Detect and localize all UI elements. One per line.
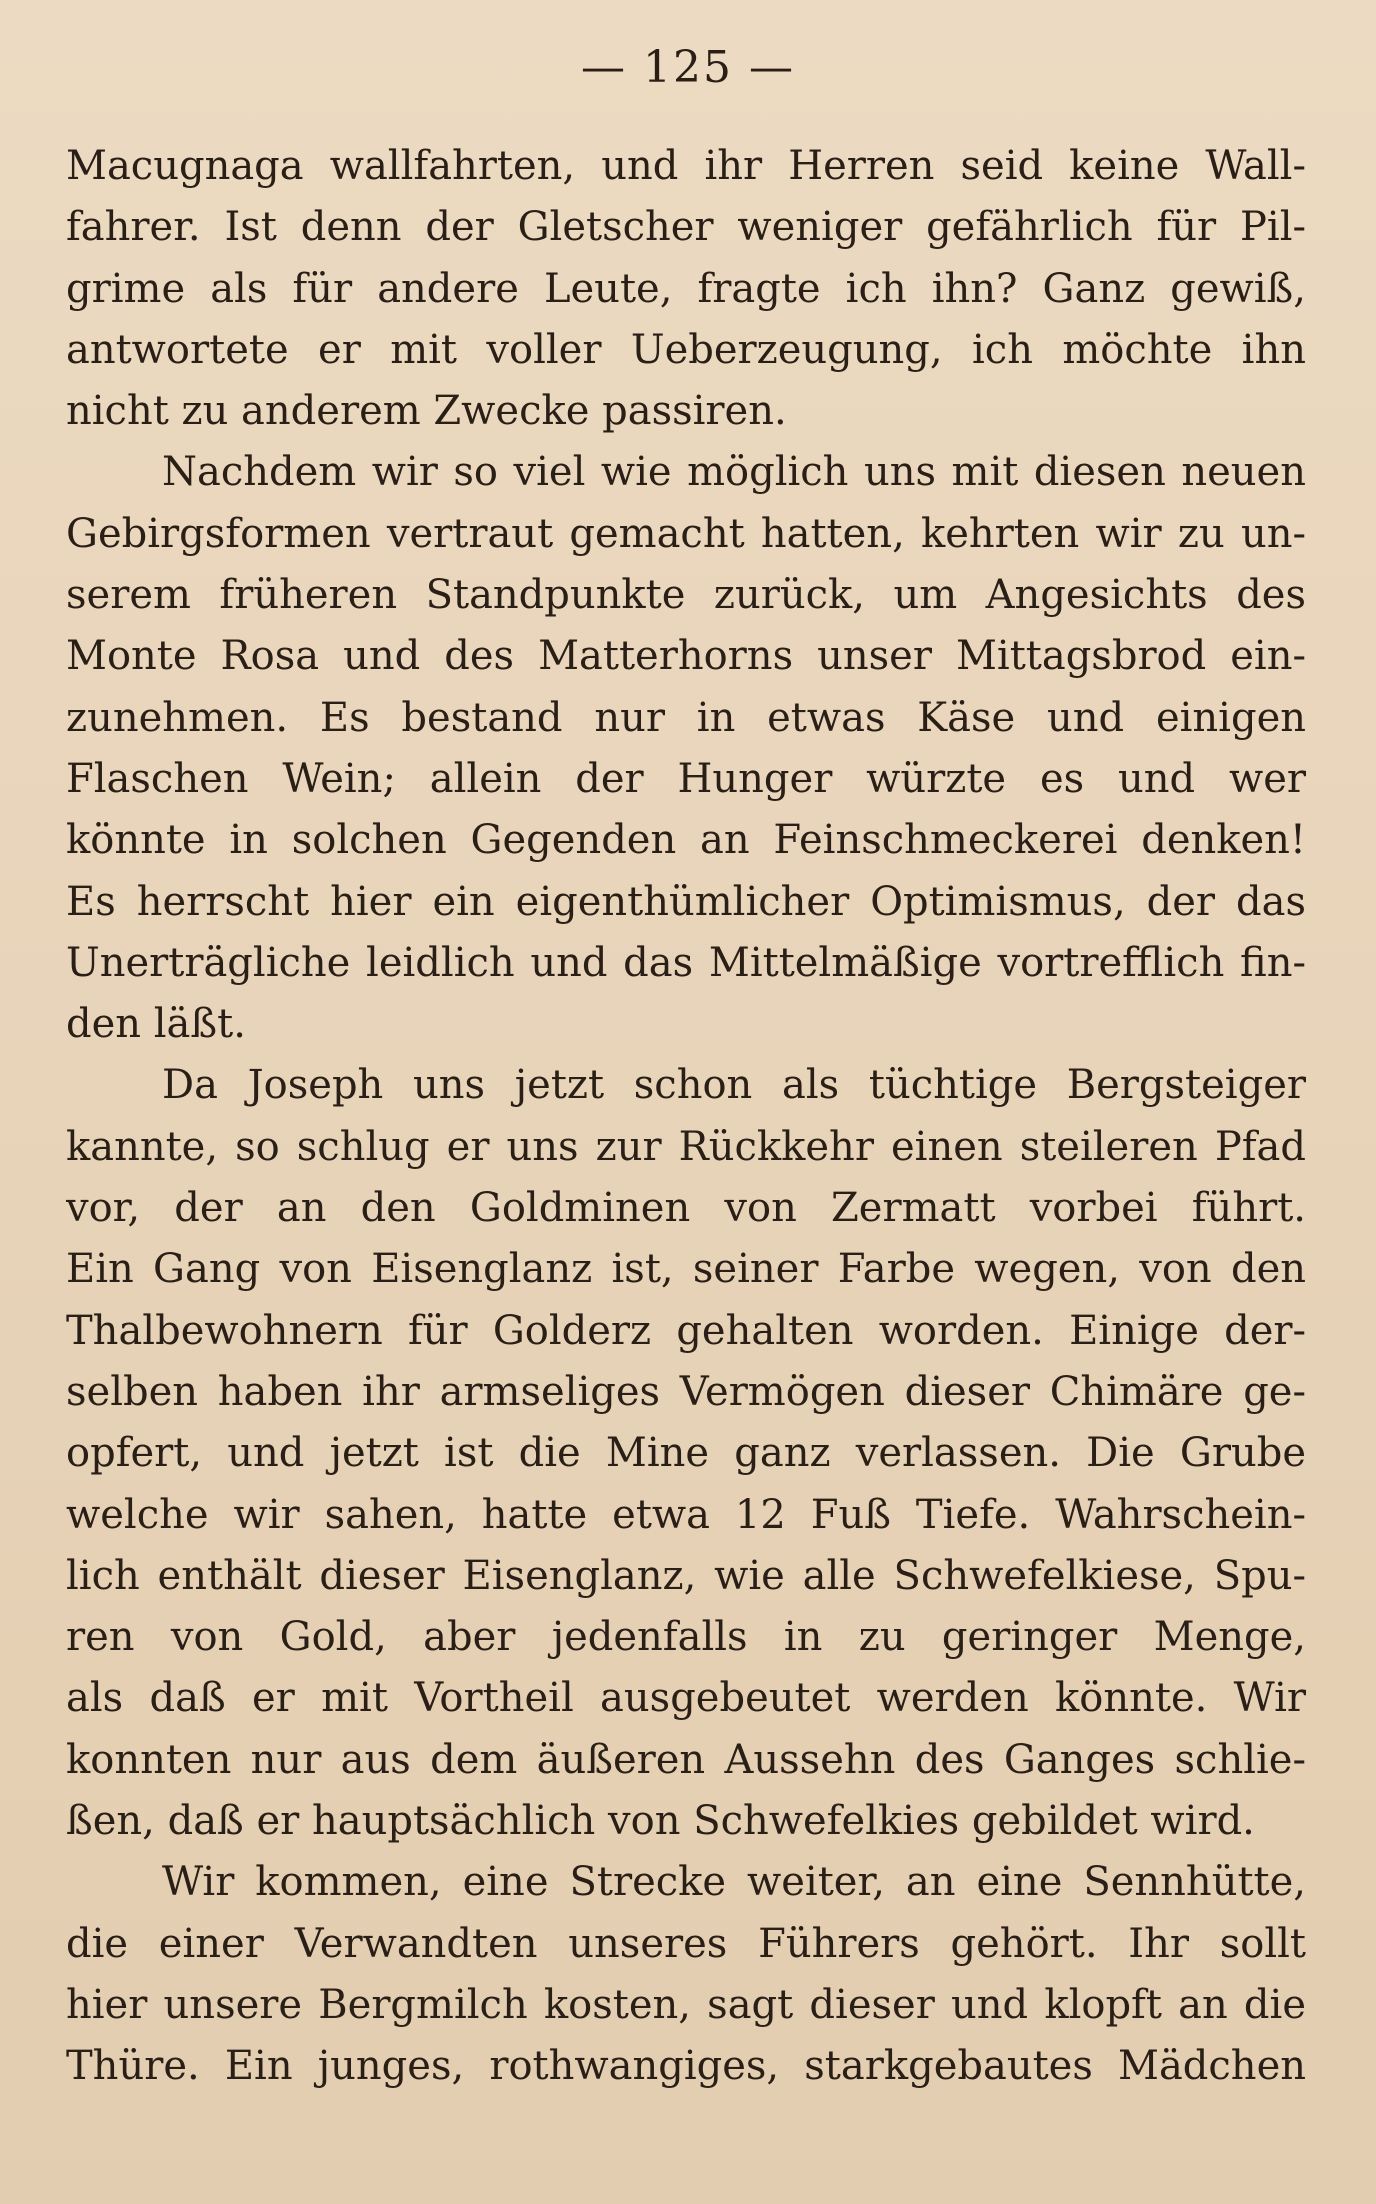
text-line: könnte in solchen Gegenden an Feinschmeckerei denken! [66, 817, 1306, 864]
text-line: den läßt. [66, 1001, 246, 1048]
text-line: lich enthält dieser Eisenglanz, wie alle Schwefelkiese, Spu- [66, 1552, 1306, 1599]
paragraph-start-line: Nachdem wir so viel wie möglich uns mit diesen neuen [162, 449, 1306, 496]
text-line: Thüre. Ein junges, rothwangiges, starkgebautes Mädchen [66, 2043, 1306, 2090]
text-line: die einer Verwandten unseres Führers gehört. Ihr sollt [66, 1920, 1306, 1967]
text-line: nicht zu anderem Zwecke passiren. [66, 388, 787, 435]
text-line: welche wir sahen, hatte etwa 12 Fuß Tiefe. Wahrschein- [66, 1491, 1306, 1538]
paragraph-start-line: Wir kommen, eine Strecke weiter, an eine Sennhütte, [162, 1859, 1306, 1906]
text-line: ren von Gold, aber jedenfalls in zu geringer Menge, [66, 1614, 1306, 1661]
text-line: Unerträgliche leidlich und das Mittelmäßige vortrefflich fin- [66, 939, 1306, 986]
text-line: zunehmen. Es bestand nur in etwas Käse und einigen [66, 694, 1306, 741]
text-line: konnten nur aus dem äußeren Aussehn des Ganges schlie- [66, 1736, 1306, 1783]
text-line: Monte Rosa und des Matterhorns unser Mittagsbrod ein- [66, 633, 1306, 680]
text-line: Macugnaga wallfahrten, und ihr Herren seid keine Wall- [66, 143, 1306, 189]
text-line: hier unsere Bergmilch kosten, sagt dieser und klopft an die [66, 1981, 1306, 2028]
text-line: Ein Gang von Eisenglanz ist, seiner Farbe wegen, von den [66, 1246, 1306, 1293]
text-line: ßen, daß er hauptsächlich von Schwefelkies gebildet wird. [66, 1798, 1255, 1845]
text-line: Thalbewohnern für Golderz gehalten worden. Einige der- [66, 1307, 1306, 1354]
text-line: antwortete er mit voller Ueberzeugung, ich möchte ihn [66, 326, 1306, 373]
page-number: — 125 — [581, 42, 795, 93]
text-line: Es herrscht hier ein eigenthümlicher Optimismus, der das [66, 878, 1306, 925]
text-line: kannte, so schlug er uns zur Rückkehr einen steileren Pfad [66, 1123, 1306, 1170]
text-line: fahrer. Ist denn der Gletscher weniger gefährlich für Pil- [66, 204, 1306, 251]
text-line: als daß er mit Vortheil ausgebeutet werden könnte. Wir [66, 1675, 1306, 1722]
text-line: serem früheren Standpunkte zurück, um Angesichts des [66, 572, 1306, 619]
text-line: opfert, und jetzt ist die Mine ganz verlassen. Die Grube [66, 1430, 1306, 1477]
text-line: vor, der an den Goldminen von Zermatt vorbei führt. [66, 1185, 1306, 1232]
text-line: Gebirgsformen vertraut gemacht hatten, kehrten wir zu un- [66, 510, 1306, 557]
paragraph-start-line: Da Joseph uns jetzt schon als tüchtige Bergsteiger [162, 1062, 1306, 1109]
text-line: grime als für andere Leute, fragte ich ihn? Ganz gewiß, [66, 265, 1306, 312]
text-line: Flaschen Wein; allein der Hunger würzte es und wer [66, 755, 1306, 802]
text-line: selben haben ihr armseliges Vermögen dieser Chimäre ge- [66, 1368, 1306, 1415]
body-text [66, 136, 1306, 2098]
